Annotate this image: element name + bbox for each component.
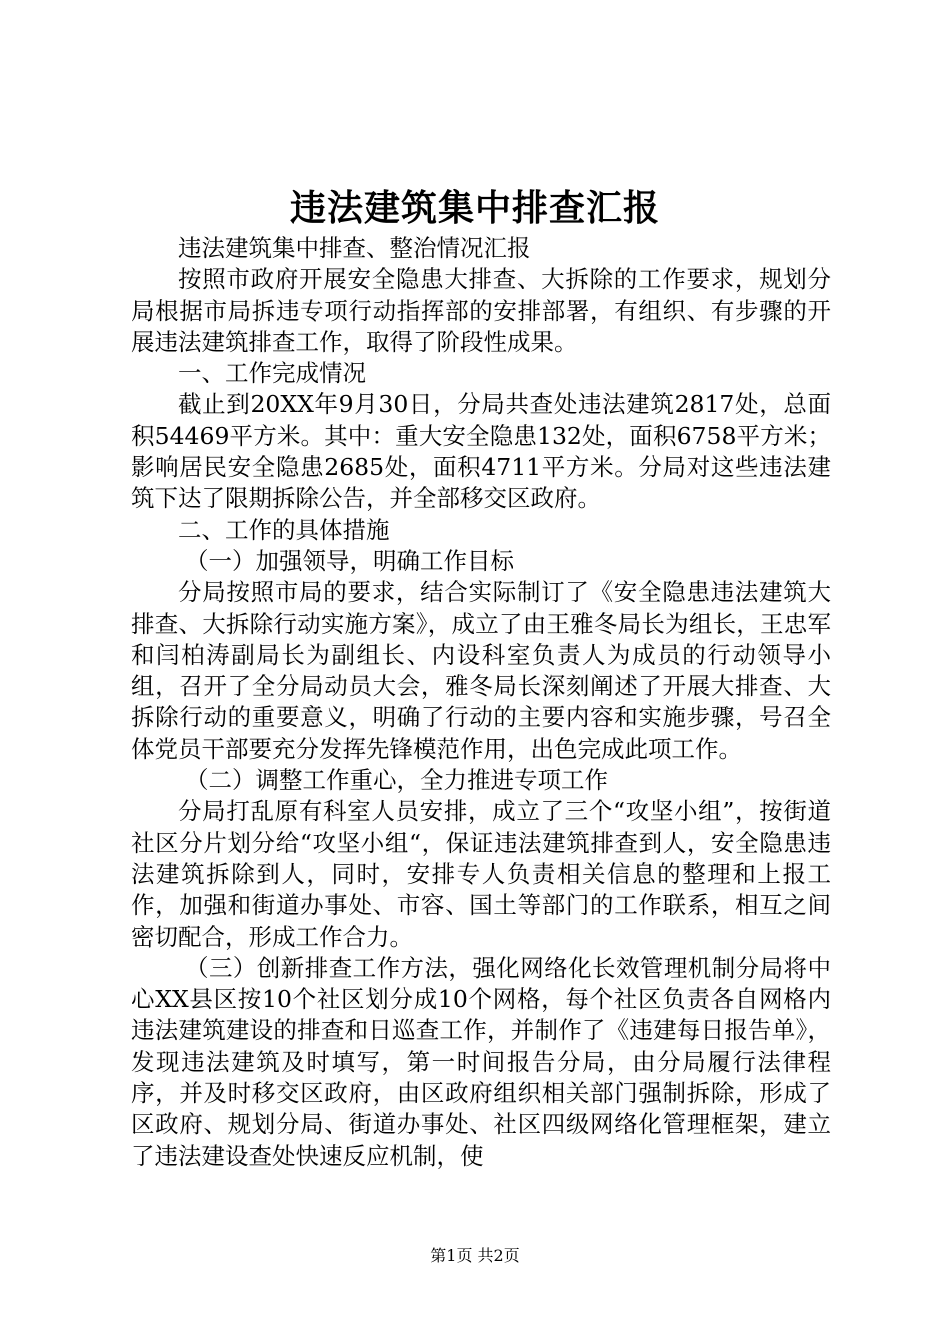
page-footer: 第1页 共2页 (430, 1246, 520, 1265)
document-title: 违法建筑集中排查汇报 (289, 187, 660, 229)
section-heading-1: 一、工作完成情况 (178, 359, 366, 388)
paragraph-subtitle: 违法建筑集中排查、整治情况汇报 (178, 234, 531, 262)
paragraph-completion: 截止到20XX年9月30日，分局共查处违法建筑2817处，总面积54469平方米。其中：重大安全隐患132处，面积6758平方米；影响居民安全隐患2685处，面积4711平方米。分局对这些违法建筑下达了限期拆除公告，并全部移交区政府。 (131, 390, 831, 513)
subsection-heading-1: （一）加强领导，明确工作目标 (185, 546, 515, 575)
paragraph-intro: 按照市政府开展安全隐患大排查、大拆除的工作要求，规划分局根据市局拆违专项行动指挥部的安排部署，有组织、有步骤的开展违法建筑排查工作，取得了阶段性成果。 (131, 265, 831, 356)
section-heading-2: 二、工作的具体措施 (178, 515, 390, 544)
document-body (131, 233, 831, 1172)
paragraph-innovation: （三）创新排查工作方法，强化网络化长效管理机制分局将中心XX县区按10个社区划分成10个网格，每个社区负责各自网格内违法建筑建设的排查和日巡查工作，并制作了《违建每日报告单》，发现违法建筑及时填写，第一时间报告分局，由分局履行法律程序，并及时移交区政府，由区政府组织相关部门强制拆除，形成了区政府、规划分局、街道办事处、社区四级网络化管理框架，建立了违法建设查处快速反应机制，使 (131, 953, 831, 1170)
subsection-heading-2: （二）调整工作重心，全力推进专项工作 (185, 766, 609, 795)
paragraph-adjustment: 分局打乱原有科室人员安排，成立了三个“攻坚小组”，按街道社区分片划分给“攻坚小组“，保证违法建筑排查到人，安全隐患违法建筑拆除到人，同时，安排专人负责相关信息的整理和上报工作，加强和街道办事处、市容、国土等部门的工作联系，相互之间密切配合，形成工作合力。 (131, 797, 831, 951)
paragraph-leadership: 分局按照市局的要求，结合实际制订了《安全隐患违法建筑大排查、大拆除行动实施方案》，成立了由王雅冬局长为组长，王忠军和闫柏涛副局长为副组长、内设科室负责人为成员的行动领导小组，召开了全分局动员大会，雅冬局长深刻阐述了开展大排查、大拆除行动的重要意义，明确了行动的主要内容和实施步骤，号召全体党员干部要充分发挥先锋模范作用，出色完成此项工作。 (131, 578, 831, 763)
